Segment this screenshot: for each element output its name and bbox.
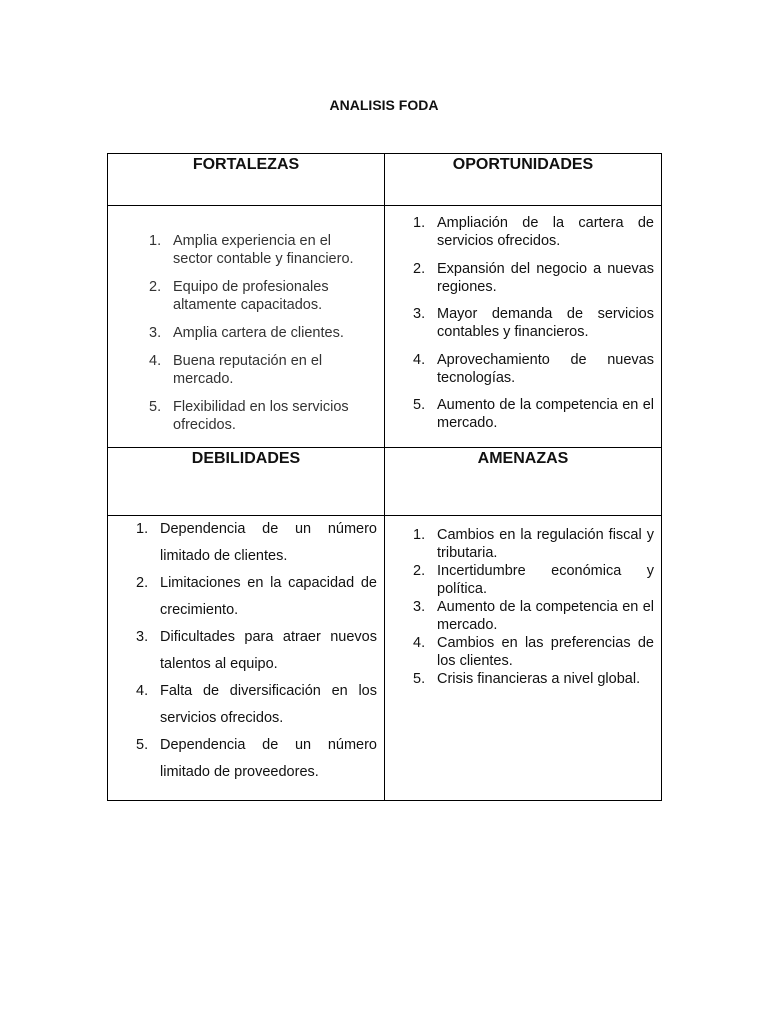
list-item (136, 624, 377, 678)
amenazas-list (413, 526, 654, 688)
amenaza-text: Cambios en la regulación fiscal y tributaria. (437, 527, 654, 561)
oportunidades-heading: OPORTUNIDADES (385, 154, 662, 206)
list-number: 3. (413, 306, 426, 322)
amenazas-cell (385, 516, 662, 801)
fortaleza-text: Amplia cartera de clientes. (173, 325, 344, 341)
list-item (149, 398, 368, 434)
list-item (136, 570, 377, 624)
oportunidad-text: Expansión del negocio a nuevas regiones. (437, 260, 654, 295)
fortalezas-cell (108, 206, 385, 448)
fortaleza-text: Flexibilidad en los servicios ofrecidos. (173, 399, 349, 433)
list-number: 3. (149, 325, 162, 341)
swot-table (107, 153, 662, 801)
oportunidad-text: Ampliación de la cartera de servicios ofrecidos. (437, 215, 654, 249)
oportunidad-text: Mayor demanda de servicios contables y financieros. (437, 306, 654, 340)
fortalezas-heading: FORTALEZAS (108, 154, 385, 206)
table-row (108, 448, 662, 516)
list-number: 3. (413, 599, 426, 615)
debilidades-heading: DEBILIDADES (108, 448, 385, 516)
list-number: 4. (136, 683, 149, 699)
fortaleza-text: Amplia experiencia en el sector contable y financiero. (173, 233, 354, 267)
list-number: 4. (413, 635, 426, 651)
list-number: 5. (413, 671, 426, 687)
list-number: 2. (149, 279, 162, 295)
amenazas-heading: AMENAZAS (385, 448, 662, 516)
list-item (136, 732, 377, 786)
debilidad-text: Dependencia de un número limitado de clientes. (160, 521, 377, 564)
list-number: 3. (136, 629, 149, 645)
list-number: 5. (149, 399, 162, 415)
list-item (413, 396, 654, 432)
table-row (108, 516, 662, 801)
fortaleza-text: Buena reputación en el mercado. (173, 353, 323, 387)
oportunidad-text: Aprovechamiento de nuevas tecnologías. (437, 351, 654, 386)
list-item (149, 232, 368, 268)
document-title: ANALISIS FODA (329, 97, 439, 113)
fortalezas-list (149, 232, 368, 434)
list-item (149, 324, 368, 342)
fortaleza-text: Equipo de profesionales altamente capacitados. (173, 279, 329, 313)
debilidad-text: Limitaciones en la capacidad de crecimiento. (160, 575, 377, 618)
list-number: 1. (413, 527, 426, 543)
list-item (413, 670, 654, 688)
list-number: 1. (136, 521, 149, 537)
oportunidad-text: Aumento de la competencia en el mercado. (437, 397, 654, 431)
list-number: 2. (136, 575, 149, 591)
table-row (108, 206, 662, 448)
amenaza-text: Cambios en las preferencias de los clientes. (437, 635, 654, 669)
list-item (136, 678, 377, 732)
list-number: 2. (413, 260, 426, 277)
debilidades-list (136, 516, 377, 786)
amenaza-text: Aumento de la competencia en el mercado. (437, 599, 654, 633)
list-number: 5. (136, 737, 149, 753)
oportunidades-cell (385, 206, 662, 448)
list-item (136, 516, 377, 570)
list-number: 2. (413, 563, 426, 579)
list-item (413, 526, 654, 562)
list-item (413, 634, 654, 670)
oportunidades-list (413, 214, 654, 432)
list-number: 4. (149, 353, 162, 369)
debilidad-text: Dificultades para atraer nuevos talentos al equipo. (160, 629, 377, 672)
debilidad-text: Dependencia de un número limitado de proveedores. (160, 737, 377, 780)
list-item (413, 351, 654, 387)
list-item (413, 260, 654, 296)
list-item (413, 598, 654, 634)
debilidad-text: Falta de diversificación en los servicios ofrecidos. (160, 683, 377, 726)
list-item (413, 562, 654, 598)
list-number: 5. (413, 397, 426, 413)
list-item (149, 352, 368, 388)
amenaza-text: Incertidumbre económica y política. (437, 563, 654, 597)
list-number: 1. (413, 215, 426, 231)
list-item (149, 278, 368, 314)
list-number: 1. (149, 233, 162, 249)
table-row (108, 154, 662, 206)
list-item (413, 214, 654, 250)
list-number: 4. (413, 351, 426, 368)
amenaza-text: Crisis financieras a nivel global. (437, 671, 641, 687)
list-item (413, 305, 654, 341)
debilidades-cell (108, 516, 385, 801)
